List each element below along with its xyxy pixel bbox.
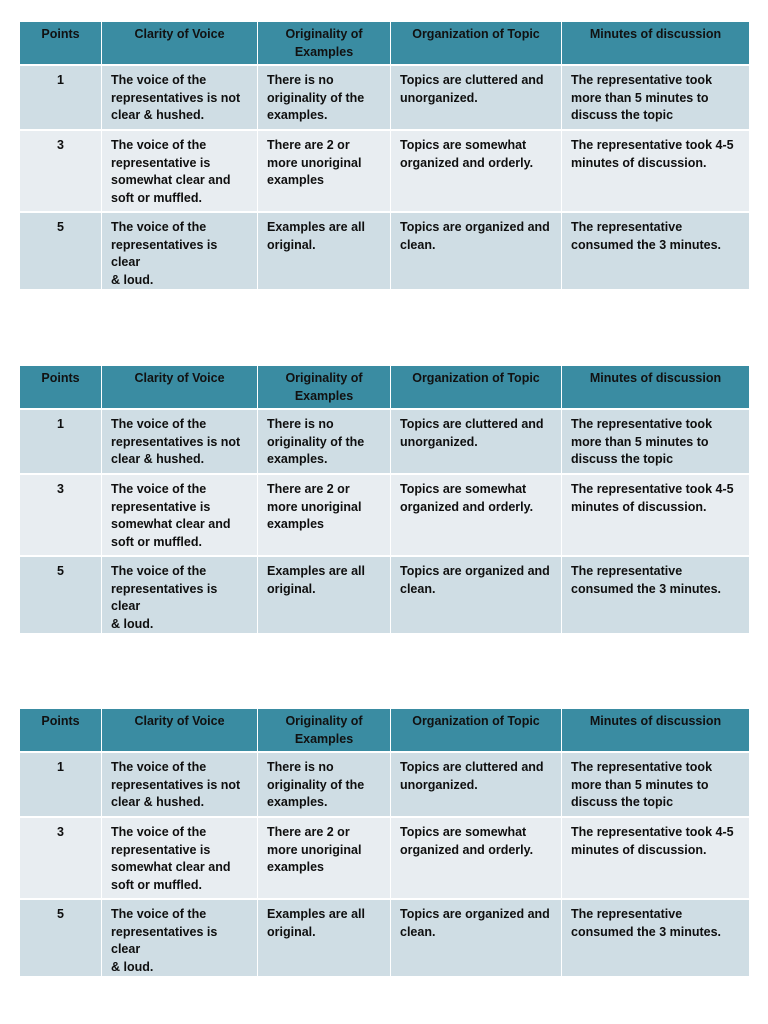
header-organization: Organization of Topic (391, 709, 562, 753)
cell-originality: There are 2 or more unoriginal examples (258, 475, 391, 557)
cell-points: 3 (20, 818, 102, 900)
cell-originality: Examples are all original. (258, 900, 391, 978)
table-row (20, 131, 749, 213)
table-row (20, 818, 749, 900)
cell-minutes: The representative took 4-5 minutes of discussion. (562, 818, 749, 900)
cell-points: 3 (20, 475, 102, 557)
cell-points: 5 (20, 900, 102, 978)
cell-clarity: The voice of the representatives is not clear & hushed. (102, 753, 258, 818)
cell-originality: There is no originality of the examples. (258, 66, 391, 131)
cell-clarity: The voice of the representatives is not clear & hushed. (102, 66, 258, 131)
header-minutes: Minutes of discussion (562, 709, 749, 753)
cell-organization: Topics are organized and clean. (391, 213, 562, 291)
header-originality: Originality of Examples (258, 709, 391, 753)
cell-originality: Examples are all original. (258, 213, 391, 291)
cell-minutes: The representative took more than 5 minutes to discuss the topic (562, 66, 749, 131)
header-clarity: Clarity of Voice (102, 22, 258, 66)
header-originality: Originality of Examples (258, 366, 391, 410)
rubric-table-3 (20, 709, 749, 978)
cell-clarity: The voice of the representatives is clear & loud. (102, 900, 258, 978)
cell-clarity: The voice of the representative is somewhat clear and soft or muffled. (102, 131, 258, 213)
cell-originality: There is no originality of the examples. (258, 753, 391, 818)
cell-points: 1 (20, 753, 102, 818)
cell-organization: Topics are cluttered and unorganized. (391, 753, 562, 818)
cell-points: 5 (20, 213, 102, 291)
cell-minutes: The representative consumed the 3 minutes. (562, 213, 749, 291)
table-row (20, 557, 749, 635)
cell-points: 5 (20, 557, 102, 635)
rubric-table-2 (20, 366, 749, 635)
table-row (20, 213, 749, 291)
cell-originality: There are 2 or more unoriginal examples (258, 131, 391, 213)
header-organization: Organization of Topic (391, 22, 562, 66)
table-row (20, 475, 749, 557)
cell-minutes: The representative took 4-5 minutes of discussion. (562, 131, 749, 213)
cell-clarity: The voice of the representative is somewhat clear and soft or muffled. (102, 475, 258, 557)
rubric-table-1 (20, 22, 749, 291)
table-row (20, 66, 749, 131)
cell-minutes: The representative took 4-5 minutes of discussion. (562, 475, 749, 557)
cell-points: 3 (20, 131, 102, 213)
header-points: Points (20, 22, 102, 66)
cell-minutes: The representative took more than 5 minutes to discuss the topic (562, 410, 749, 475)
header-row (20, 22, 749, 66)
cell-organization: Topics are somewhat organized and orderly. (391, 475, 562, 557)
cell-organization: Topics are organized and clean. (391, 900, 562, 978)
table-row (20, 753, 749, 818)
header-row (20, 709, 749, 753)
header-points: Points (20, 366, 102, 410)
header-minutes: Minutes of discussion (562, 22, 749, 66)
cell-clarity: The voice of the representative is somewhat clear and soft or muffled. (102, 818, 258, 900)
table-row (20, 900, 749, 978)
cell-minutes: The representative took more than 5 minutes to discuss the topic (562, 753, 749, 818)
cell-organization: Topics are somewhat organized and orderly. (391, 818, 562, 900)
cell-minutes: The representative consumed the 3 minutes. (562, 557, 749, 635)
cell-clarity: The voice of the representatives is clear & loud. (102, 557, 258, 635)
cell-minutes: The representative consumed the 3 minutes. (562, 900, 749, 978)
cell-clarity: The voice of the representatives is clear & loud. (102, 213, 258, 291)
cell-originality: There are 2 or more unoriginal examples (258, 818, 391, 900)
cell-organization: Topics are cluttered and unorganized. (391, 66, 562, 131)
table-row (20, 410, 749, 475)
header-points: Points (20, 709, 102, 753)
cell-originality: There is no originality of the examples. (258, 410, 391, 475)
cell-clarity: The voice of the representatives is not clear & hushed. (102, 410, 258, 475)
header-originality: Originality of Examples (258, 22, 391, 66)
cell-organization: Topics are cluttered and unorganized. (391, 410, 562, 475)
cell-points: 1 (20, 410, 102, 475)
header-minutes: Minutes of discussion (562, 366, 749, 410)
cell-organization: Topics are somewhat organized and orderly. (391, 131, 562, 213)
cell-originality: Examples are all original. (258, 557, 391, 635)
cell-organization: Topics are organized and clean. (391, 557, 562, 635)
cell-points: 1 (20, 66, 102, 131)
header-clarity: Clarity of Voice (102, 709, 258, 753)
header-row (20, 366, 749, 410)
header-organization: Organization of Topic (391, 366, 562, 410)
header-clarity: Clarity of Voice (102, 366, 258, 410)
